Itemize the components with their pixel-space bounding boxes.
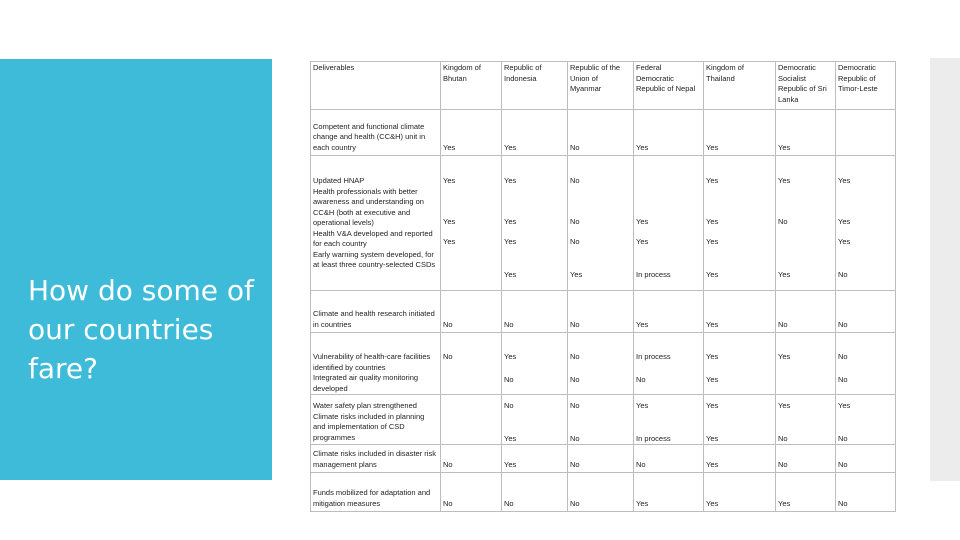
value-text: Yes: [706, 237, 719, 246]
value-cell: [836, 156, 896, 291]
value-cell: No: [568, 445, 634, 473]
value-text: Yes: [636, 401, 649, 410]
value-text: Yes: [636, 237, 649, 246]
value-text: Yes: [778, 401, 791, 410]
value-cell: Yes: [502, 110, 568, 156]
value-text: No: [636, 374, 646, 384]
table-row-group: [311, 395, 896, 445]
table-row: [311, 445, 896, 473]
value-text: Yes: [778, 176, 791, 185]
deliverable-cell: Competent and functional climate change and health (CC&H) unit in each country: [311, 110, 441, 156]
deliverable-text: Health V&A developed and reported for each country: [313, 228, 433, 248]
deliverable-text: Integrated air quality monitoring developed: [313, 373, 419, 393]
value-text: Yes: [706, 401, 719, 410]
value-cell: No: [568, 291, 634, 333]
value-text: In process: [636, 269, 671, 279]
value-text: No: [838, 374, 848, 384]
value-text: No: [570, 401, 580, 410]
value-text: Yes: [570, 269, 583, 279]
deliverable-cell: Funds mobilized for adaptation and mitigation measures: [311, 473, 441, 512]
value-text: Yes: [504, 237, 517, 246]
value-cell: [836, 110, 896, 156]
deliverable-text: Vulnerability of health-care facilities identified by countries: [313, 352, 431, 372]
value-cell: [776, 156, 836, 291]
right-decorative-bar: [930, 58, 960, 481]
value-cell: [836, 395, 896, 445]
table-row: [311, 291, 896, 333]
value-text: Yes: [706, 216, 719, 226]
value-text: No: [570, 237, 580, 246]
deliverable-cell: [311, 395, 441, 445]
header-cell: Federal Democratic Republic of Nepal: [634, 62, 704, 110]
value-cell: [634, 395, 704, 445]
value-text: Yes: [838, 401, 851, 410]
value-text: No: [838, 352, 848, 361]
value-cell: No: [441, 291, 502, 333]
title-panel: [0, 59, 272, 480]
value-cell: [634, 156, 704, 291]
deliverable-text: Early warning system developed, for at least three country-selected CSDs: [313, 249, 436, 269]
value-cell: Yes: [704, 291, 776, 333]
value-text: Yes: [504, 216, 517, 226]
value-cell: [776, 333, 836, 395]
value-text: Yes: [706, 176, 719, 185]
value-cell: Yes: [704, 110, 776, 156]
deliverable-text: Updated HNAP: [313, 176, 365, 185]
value-text: No: [570, 216, 580, 226]
slide-title: How do some of our countries fare?: [28, 274, 254, 385]
value-text: Yes: [504, 269, 517, 279]
value-text: Yes: [443, 176, 456, 185]
value-text: No: [570, 374, 580, 384]
value-text: No: [504, 401, 514, 410]
value-text: No: [838, 433, 848, 443]
table-row-group: [311, 156, 896, 291]
value-cell: [568, 333, 634, 395]
header-cell: Deliverables: [311, 62, 441, 110]
header-cell: Kingdom of Bhutan: [441, 62, 502, 110]
value-cell: No: [441, 473, 502, 512]
deliverable-text: Climate risks included in planning and implementation of CSD programmes: [313, 411, 425, 442]
deliverable-cell: Climate risks included in disaster risk management plans: [311, 445, 441, 473]
value-text: No: [570, 433, 580, 443]
value-cell: Yes: [776, 110, 836, 156]
value-text: No: [504, 374, 514, 384]
value-text: No: [778, 433, 788, 443]
value-cell: [704, 333, 776, 395]
value-cell: No: [836, 291, 896, 333]
value-cell: [634, 333, 704, 395]
value-cell: No: [634, 445, 704, 473]
header-cell: Democratic Republic of Timor-Leste: [836, 62, 896, 110]
header-cell: Republic of Indonesia: [502, 62, 568, 110]
value-cell: [704, 156, 776, 291]
value-cell: [568, 395, 634, 445]
value-text: Yes: [636, 216, 649, 226]
table-row: [311, 110, 896, 156]
value-text: Yes: [706, 269, 719, 279]
value-cell: No: [568, 473, 634, 512]
value-cell: No: [836, 445, 896, 473]
header-cell: Kingdom of Thailand: [704, 62, 776, 110]
value-cell: [502, 395, 568, 445]
value-cell: No: [441, 445, 502, 473]
value-cell: Yes: [441, 110, 502, 156]
value-text: Yes: [504, 176, 517, 185]
header-cell: Republic of the Union of Myanmar: [568, 62, 634, 110]
value-cell: [568, 156, 634, 291]
value-text: Yes: [504, 352, 517, 361]
value-text: Yes: [706, 433, 719, 443]
table-header-row: [311, 62, 896, 110]
deliverables-table: [310, 61, 896, 512]
value-cell: Yes: [776, 473, 836, 512]
value-cell: [776, 395, 836, 445]
value-cell: [441, 395, 502, 445]
value-text: Yes: [443, 216, 456, 226]
value-cell: No: [502, 473, 568, 512]
value-cell: Yes: [634, 291, 704, 333]
value-text: No: [838, 269, 848, 279]
value-text: No: [570, 352, 580, 361]
deliverable-text: Health professionals with better awareness and understanding on CC&H (both at executive and operational levels): [313, 186, 424, 227]
value-cell: No: [568, 110, 634, 156]
value-cell: [502, 333, 568, 395]
value-text: Yes: [838, 237, 851, 246]
value-cell: [836, 333, 896, 395]
value-cell: Yes: [634, 473, 704, 512]
value-cell: Yes: [704, 445, 776, 473]
value-text: No: [570, 176, 580, 185]
value-text: No: [443, 352, 453, 361]
value-cell: No: [502, 291, 568, 333]
value-text: Yes: [778, 269, 791, 279]
value-cell: [441, 333, 502, 395]
value-text: In process: [636, 433, 671, 443]
value-cell: [502, 156, 568, 291]
value-text: Yes: [838, 216, 851, 226]
value-cell: Yes: [634, 110, 704, 156]
value-text: No: [778, 216, 788, 226]
table-row: [311, 473, 896, 512]
value-cell: Yes: [704, 473, 776, 512]
value-cell: Yes: [502, 445, 568, 473]
value-text: Yes: [504, 433, 517, 443]
table-row-group: [311, 333, 896, 395]
deliverable-cell: [311, 156, 441, 291]
value-cell: No: [836, 473, 896, 512]
deliverable-text: Water safety plan strengthened: [313, 401, 417, 410]
value-text: In process: [636, 352, 671, 361]
value-cell: No: [776, 445, 836, 473]
deliverable-cell: [311, 333, 441, 395]
value-cell: [441, 156, 502, 291]
value-text: Yes: [778, 352, 791, 361]
value-text: Yes: [706, 352, 719, 361]
value-text: Yes: [443, 237, 456, 246]
header-cell: Democratic Socialist Republic of Sri Lanka: [776, 62, 836, 110]
deliverable-cell: Climate and health research initiated in countries: [311, 291, 441, 333]
value-text: Yes: [838, 176, 851, 185]
value-cell: [704, 395, 776, 445]
value-cell: No: [776, 291, 836, 333]
value-text: Yes: [706, 374, 719, 384]
